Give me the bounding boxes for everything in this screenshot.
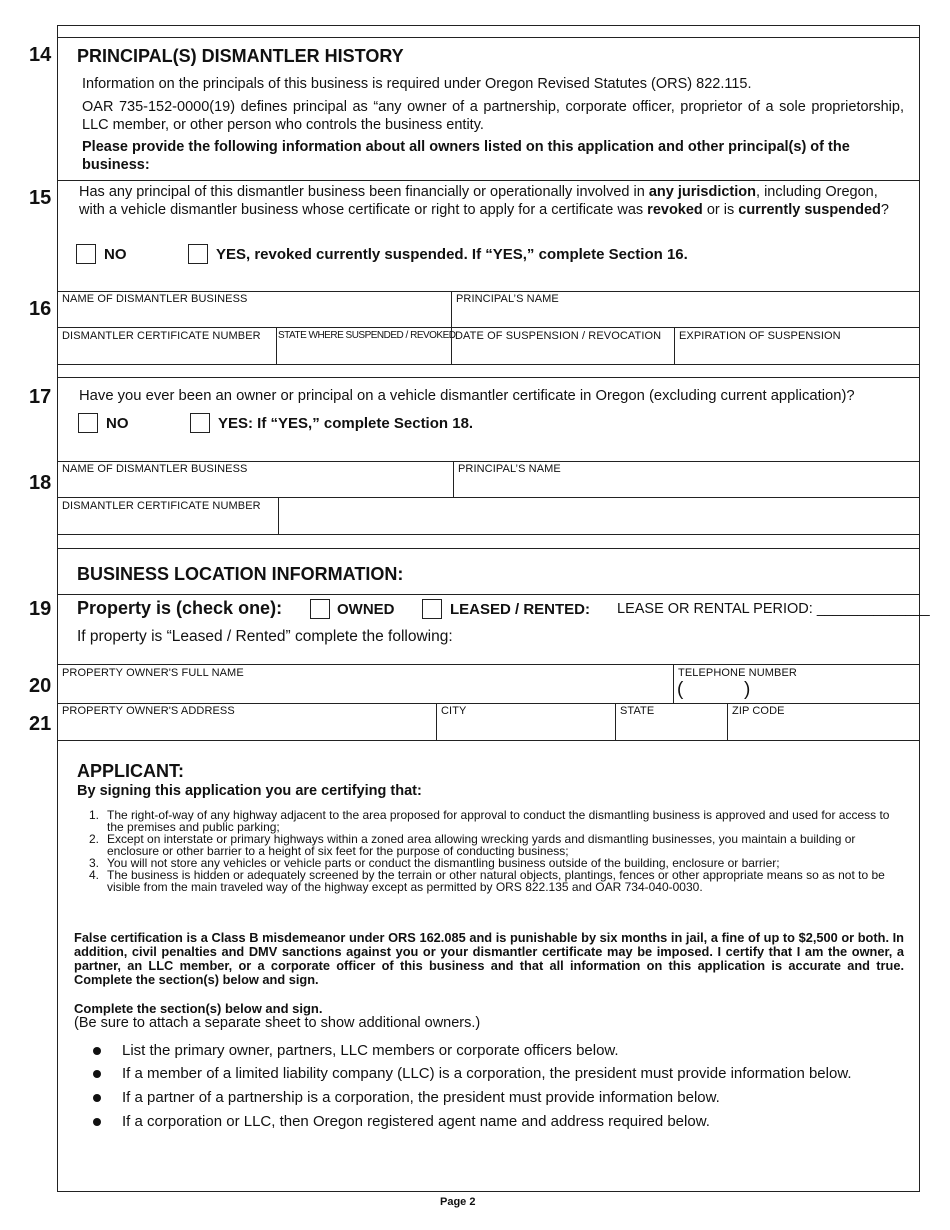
s17-yes-label: YES: If “YES,” complete Section 18. bbox=[218, 415, 474, 432]
s20-telephone-field[interactable]: TELEPHONE NUMBER bbox=[678, 667, 797, 679]
s19-leased-checkbox[interactable] bbox=[422, 599, 442, 619]
rule-14-15 bbox=[57, 180, 920, 181]
section-19-number: 19 bbox=[29, 598, 52, 620]
s21-zip-field[interactable]: ZIP CODE bbox=[732, 705, 785, 717]
s21-state-field[interactable]: STATE bbox=[620, 705, 655, 717]
list-item: 1. The right-of-way of any highway adjacent to the area proposed for approval to conduct the dismantling business is approved and used for access to the premises and public parking; bbox=[89, 808, 890, 834]
list-item: 2. Except on interstate or primary highways within a zoned area allowing wrecking yards and dismantling businesses, you maintain a building or enclosure or other barrier to a height of six feet for the purpose of conducting business; bbox=[89, 832, 856, 858]
s16-business-name-field[interactable]: NAME OF DISMANTLER BUSINESS bbox=[62, 293, 248, 305]
s19-leased-label: LEASED / RENTED: bbox=[450, 601, 591, 618]
s21-address-field[interactable]: PROPERTY OWNER'S ADDRESS bbox=[62, 705, 235, 717]
list-item: 4. The business is hidden or adequately screened by the terrain or other natural objects, plantings, fences or other appropriate means so as not to be visible from the main traveled way of the highway except as permitted by ORS 822.135 and OAR 734-040-0030. bbox=[89, 868, 885, 894]
bullet-icon bbox=[93, 1094, 101, 1102]
certification-list bbox=[77, 809, 905, 893]
applicant-subtitle: By signing this application you are certifying that: bbox=[77, 783, 422, 799]
section-15-number: 15 bbox=[29, 187, 52, 209]
rule-location-top bbox=[57, 548, 920, 549]
s17-no-label: NO bbox=[106, 415, 129, 432]
s19-note: If property is “Leased / Rented” complete the following: bbox=[77, 628, 453, 645]
s19-lease-period-field[interactable]: LEASE OR RENTAL PERIOD: ______________ bbox=[617, 601, 930, 617]
section-21-number: 21 bbox=[29, 713, 52, 735]
section-20-number: 20 bbox=[29, 675, 52, 697]
s20-owner-name-field[interactable]: PROPERTY OWNER'S FULL NAME bbox=[62, 667, 244, 679]
s17-yes-checkbox[interactable] bbox=[190, 413, 210, 433]
s20-divider bbox=[673, 664, 674, 703]
s16-divider-1 bbox=[451, 291, 452, 364]
bullet-item-1: List the primary owner, partners, LLC members or corporate officers below. bbox=[122, 1042, 619, 1059]
s15-question: Has any principal of this dismantler business been financially or operationally involved in any jurisdiction, including Oregon, with a vehicle dismantler business whose certificate or right to apply for a certificate was revoked or is currently suspended? bbox=[79, 184, 889, 218]
s15-yes-label: YES, revoked currently suspended. If “YES,” complete Section 16. bbox=[216, 246, 688, 263]
list-item: 3. You will not store any vehicles or vehicle parts or conduct the dismantling business outside of the building, enclosure or barrier; bbox=[89, 856, 780, 870]
rule-20-top bbox=[57, 664, 920, 665]
s19-owned-label: OWNED bbox=[337, 601, 395, 618]
s21-divider-2 bbox=[615, 703, 616, 740]
s14-paragraph-2: OAR 735-152-0000(19) defines principal as “any owner of a partnership, corporate officer, proprietor of a sole proprietorship, LLC member, or other person who controls the business entity. bbox=[82, 99, 904, 133]
rule-21-top bbox=[57, 703, 920, 704]
rule-16-top bbox=[57, 291, 920, 292]
bullet-item-4: If a corporation or LLC, then Oregon registered agent name and address required below. bbox=[122, 1113, 710, 1130]
s16-state-field[interactable]: STATE WHERE SUSPENDED / REVOKED bbox=[278, 330, 456, 341]
s15-no-label: NO bbox=[104, 246, 127, 263]
s20-paren-open: ( bbox=[677, 679, 684, 700]
rule-18-mid bbox=[57, 497, 920, 498]
s18-divider-2 bbox=[278, 497, 279, 534]
top-rule bbox=[57, 37, 920, 38]
applicant-title: APPLICANT: bbox=[77, 761, 184, 781]
bullet-icon bbox=[93, 1070, 101, 1078]
s14-paragraph-3: Please provide the following information about all owners listed on this application and other principal(s) of the business: bbox=[82, 139, 850, 173]
s16-expiration-field[interactable]: EXPIRATION OF SUSPENSION bbox=[679, 330, 841, 342]
bullet-icon bbox=[93, 1118, 101, 1126]
s16-divider-3 bbox=[674, 327, 675, 364]
rule-18-bottom bbox=[57, 534, 920, 535]
s18-divider-1 bbox=[453, 461, 454, 497]
rule-location-bottom bbox=[57, 594, 920, 595]
bullet-item-2: If a member of a limited liability company (LLC) is a corporation, the president must provide information below. bbox=[122, 1065, 852, 1082]
s17-no-checkbox[interactable] bbox=[78, 413, 98, 433]
section-17-number: 17 bbox=[29, 386, 52, 408]
s19-label: Property is (check one): bbox=[77, 598, 283, 618]
bullet-icon bbox=[93, 1047, 101, 1055]
s16-divider-2 bbox=[276, 327, 277, 364]
false-certification-warning: False certification is a Class B misdemeanor under ORS 162.085 and is punishable by six months in jail, a fine of up to $2,500 or both. In addition, civil penalties and DMV sanctions against you or your dismantler certificate may be imposed. I certify that I am the owner, a partner, an LLC member, or a corporate officer of this business and that all information on this application is accurate and true. Complete the section(s) below and sign. bbox=[74, 930, 904, 987]
s18-business-name-field[interactable]: NAME OF DISMANTLER BUSINESS bbox=[62, 463, 248, 475]
s15-no-checkbox[interactable] bbox=[76, 244, 96, 264]
s14-paragraph-1: Information on the principals of this business is required under Oregon Revised Statutes (ORS) 822.115. bbox=[82, 76, 752, 92]
s16-cert-number-field[interactable]: DISMANTLER CERTIFICATE NUMBER bbox=[62, 330, 261, 342]
s21-city-field[interactable]: CITY bbox=[441, 705, 467, 717]
s15-yes-checkbox[interactable] bbox=[188, 244, 208, 264]
s18-cert-number-field[interactable]: DISMANTLER CERTIFICATE NUMBER bbox=[62, 500, 261, 512]
s16-principal-name-field[interactable]: PRINCIPAL’S NAME bbox=[456, 293, 559, 305]
s19-owned-checkbox[interactable] bbox=[310, 599, 330, 619]
section-14-title: PRINCIPAL(S) DISMANTLER HISTORY bbox=[77, 46, 404, 66]
rule-16-bottom bbox=[57, 364, 920, 365]
s17-question: Have you ever been an owner or principal on a vehicle dismantler certificate in Oregon (excluding current application)? bbox=[79, 388, 855, 404]
s20-paren-close: ) bbox=[744, 679, 751, 700]
rule-17-top bbox=[57, 377, 920, 378]
section-16-number: 16 bbox=[29, 298, 52, 320]
complete-instruction: Complete the section(s) below and sign. bbox=[74, 1001, 323, 1016]
rule-18-top bbox=[57, 461, 920, 462]
s18-principal-name-field[interactable]: PRINCIPAL’S NAME bbox=[458, 463, 561, 475]
s21-divider-3 bbox=[727, 703, 728, 740]
business-location-title: BUSINESS LOCATION INFORMATION: bbox=[77, 564, 404, 584]
page-number: Page 2 bbox=[440, 1196, 476, 1208]
attach-note: (Be sure to attach a separate sheet to show additional owners.) bbox=[74, 1015, 481, 1031]
bullet-item-3: If a partner of a partnership is a corporation, the president must provide information below. bbox=[122, 1089, 720, 1106]
section-14-number: 14 bbox=[29, 44, 52, 66]
s21-divider-1 bbox=[436, 703, 437, 740]
rule-21-bottom bbox=[57, 740, 920, 741]
rule-16-mid bbox=[57, 327, 920, 328]
section-18-number: 18 bbox=[29, 472, 52, 494]
s16-date-field[interactable]: DATE OF SUSPENSION / REVOCATION bbox=[455, 330, 662, 342]
